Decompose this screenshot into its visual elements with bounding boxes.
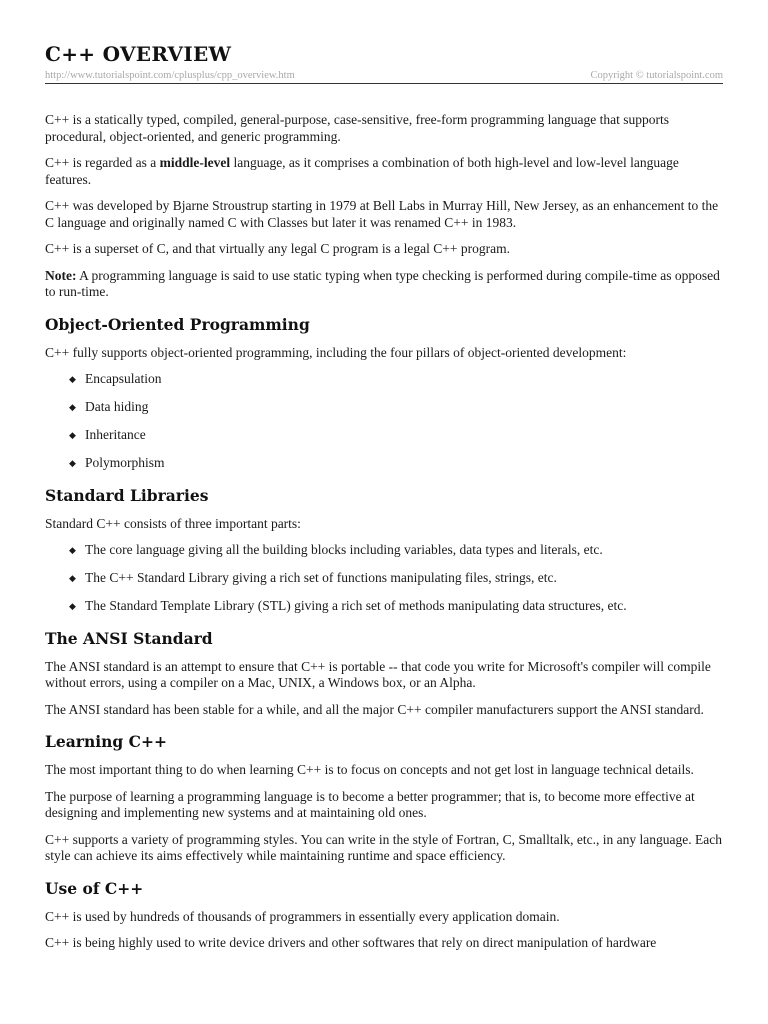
bullet-icon: ◆: [69, 430, 76, 440]
note-paragraph: [45, 268, 723, 301]
stdlib-list: [45, 542, 723, 615]
list-item-text: The C++ Standard Library giving a rich set of functions manipulating files, strings, etc.: [85, 570, 557, 585]
midlevel-post: language, as it comprises a combination of both high-level and low-level language features.: [45, 155, 679, 187]
list-item: [69, 399, 723, 416]
learning-paragraph-3: C++ supports a variety of programming styles. You can write in the style of Fortran, C, Smalltalk, etc., in any language. Each style can achieve its aims effectively while maintaining runtime and space efficiency.: [45, 831, 722, 863]
stdlib-intro: Standard C++ consists of three important parts:: [45, 515, 301, 531]
list-item: [69, 455, 723, 472]
list-item-text: The Standard Template Library (STL) giving a rich set of methods manipulating data structures, etc.: [85, 598, 627, 613]
history-paragraph: C++ was developed by Bjarne Stroustrup starting in 1979 at Bell Labs in Murray Hill, New Jersey, as an enhancement to the C language and originally named C with Classes but later it was renamed C++ in 1983.: [45, 198, 719, 230]
oop-list: [45, 371, 723, 472]
midlevel-paragraph: [45, 155, 723, 188]
use-paragraph-1: C++ is used by hundreds of thousands of programmers in essentially every application domain.: [45, 908, 560, 924]
learning-heading: Learning C++: [45, 732, 167, 751]
bullet-icon: ◆: [69, 458, 76, 468]
list-item: [69, 427, 723, 444]
page-title: C++ OVERVIEW: [45, 42, 232, 66]
list-item-text: Data hiding: [85, 399, 149, 414]
ansi-paragraph-2: The ANSI standard has been stable for a while, and all the major C++ compiler manufacturers support the ANSI standard.: [45, 701, 704, 717]
list-item: [69, 371, 723, 388]
use-paragraph-2: C++ is being highly used to write device drivers and other softwares that rely on direct manipulation of hardware: [45, 935, 657, 950]
copyright-text: Copyright © tutorialspoint.com: [590, 70, 723, 81]
learning-paragraph-1: The most important thing to do when learning C++ is to focus on concepts and not get lost in language technical details.: [45, 762, 694, 777]
stdlib-heading: Standard Libraries: [45, 485, 209, 505]
bullet-icon: ◆: [69, 402, 76, 412]
oop-intro: C++ fully supports object-oriented programming, including the four pillars of object-oriented development:: [45, 344, 627, 360]
list-item: [69, 570, 723, 587]
bullet-icon: ◆: [69, 601, 76, 611]
document-body: [45, 112, 723, 952]
ansi-paragraph-1: The ANSI standard is an attempt to ensure that C++ is portable -- that code you write for Microsoft's compiler will compile without errors, using a compiler on a Mac, UNIX, a Windows box, or an Alpha.: [45, 658, 711, 690]
oop-heading: Object-Oriented Programming: [45, 314, 310, 334]
list-item-text: Inheritance: [85, 427, 146, 442]
learning-paragraph-2: The purpose of learning a programming language is to become a better programmer; that is, to become more effective at designing and implementing new systems and at maintaining old ones.: [45, 788, 695, 820]
source-url: http://www.tutorialspoint.com/cplusplus/cpp_overview.htm: [45, 70, 295, 81]
bullet-icon: ◆: [69, 374, 76, 384]
list-item: [69, 598, 723, 615]
ansi-heading: The ANSI Standard: [45, 628, 213, 648]
intro-paragraph: C++ is a statically typed, compiled, general-purpose, case-sensitive, free-form programming language that supports procedural, object-oriented, and generic programming.: [45, 112, 670, 144]
header-meta: [45, 69, 723, 84]
list-item: [69, 542, 723, 559]
midlevel-bold: middle-level: [159, 155, 231, 170]
note-label: Note:: [45, 267, 77, 283]
list-item-text: Encapsulation: [85, 371, 162, 386]
list-item-text: Polymorphism: [85, 455, 165, 470]
list-item-text: The core language giving all the building blocks including variables, data types and literals, etc.: [85, 542, 603, 557]
bullet-icon: ◆: [69, 545, 76, 555]
use-heading: Use of C++: [45, 878, 144, 898]
note-text: A programming language is said to use static typing when type checking is performed during compile-time as opposed to run-time.: [45, 267, 720, 299]
bullet-icon: ◆: [69, 573, 76, 583]
midlevel-pre: C++ is regarded as a: [45, 155, 160, 170]
superset-paragraph: C++ is a superset of C, and that virtually any legal C program is a legal C++ program.: [45, 241, 510, 256]
